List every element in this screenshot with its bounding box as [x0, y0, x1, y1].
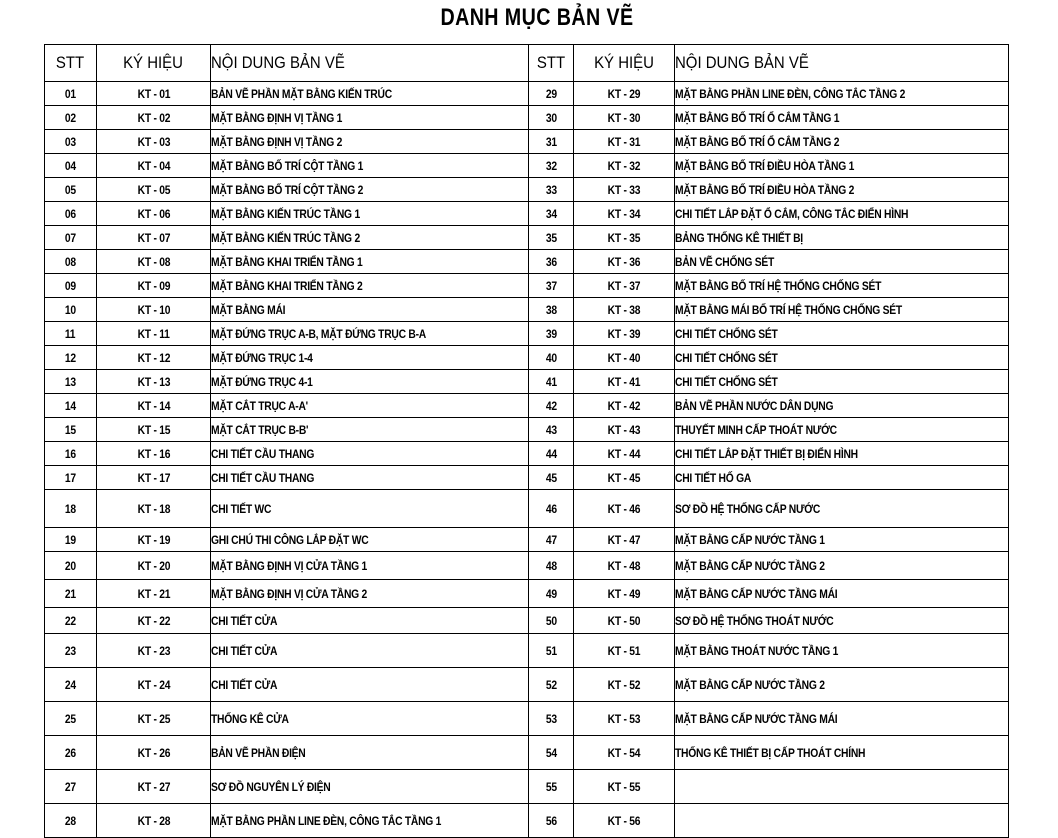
content-cell	[675, 770, 1009, 804]
stt-cell: 32	[529, 154, 574, 178]
code-cell: KT - 52	[574, 668, 675, 702]
content-cell: MẶT BẰNG ĐỊNH VỊ TẦNG 2	[211, 130, 529, 154]
content-cell: CHI TIẾT CỬA	[211, 668, 529, 702]
stt-cell: 29	[529, 82, 574, 106]
code-cell: KT - 48	[574, 552, 675, 580]
table-row	[45, 608, 1009, 634]
content-cell: MẶT BẰNG BỐ TRÍ CỘT TẦNG 2	[211, 178, 529, 202]
code-cell: KT - 40	[574, 346, 675, 370]
code-cell: KT - 34	[574, 202, 675, 226]
stt-cell: 56	[529, 804, 574, 838]
content-cell	[675, 804, 1009, 838]
content-cell: MẶT ĐỨNG TRỤC 1-4	[211, 346, 529, 370]
stt-cell: 04	[45, 154, 97, 178]
content-cell: BẢN VẼ PHẦN ĐIỆN	[211, 736, 529, 770]
code-cell: KT - 46	[574, 490, 675, 528]
code-cell: KT - 24	[97, 668, 211, 702]
table-row	[45, 634, 1009, 668]
code-cell: KT - 49	[574, 580, 675, 608]
content-cell: MẶT BẰNG CẤP NƯỚC TẦNG MÁI	[675, 702, 1009, 736]
stt-cell: 28	[45, 804, 97, 838]
code-cell: KT - 07	[97, 226, 211, 250]
stt-cell: 33	[529, 178, 574, 202]
content-cell: CHI TIẾT HỐ GA	[675, 466, 1009, 490]
content-cell: MẶT BẰNG PHẦN LINE ĐÈN, CÔNG TẮC TẦNG 2	[675, 82, 1009, 106]
stt-cell: 17	[45, 466, 97, 490]
stt-cell: 08	[45, 250, 97, 274]
content-cell: CHI TIẾT WC	[211, 490, 529, 528]
code-cell: KT - 54	[574, 736, 675, 770]
table-row	[45, 370, 1009, 394]
content-cell: MẶT BẰNG BỐ TRÍ HỆ THỐNG CHỐNG SÉT	[675, 274, 1009, 298]
header-code-left: KÝ HIỆU	[97, 45, 211, 82]
content-cell: MẶT CẮT TRỤC B-B'	[211, 418, 529, 442]
table-row	[45, 490, 1009, 528]
content-cell: MẶT ĐỨNG TRỤC A-B, MẶT ĐỨNG TRỤC B-A	[211, 322, 529, 346]
content-cell: CHI TIẾT CỬA	[211, 634, 529, 668]
stt-cell: 20	[45, 552, 97, 580]
stt-cell: 38	[529, 298, 574, 322]
code-cell: KT - 51	[574, 634, 675, 668]
code-cell: KT - 16	[97, 442, 211, 466]
content-cell: CHI TIẾT LẮP ĐẶT THIẾT BỊ ĐIỂN HÌNH	[675, 442, 1009, 466]
stt-cell: 43	[529, 418, 574, 442]
content-cell: MẶT BẰNG CẤP NƯỚC TẦNG 1	[675, 528, 1009, 552]
content-cell: MẶT BẰNG BỐ TRÍ Ổ CẮM TẦNG 2	[675, 130, 1009, 154]
content-cell: THỐNG KÊ CỬA	[211, 702, 529, 736]
code-cell: KT - 13	[97, 370, 211, 394]
code-cell: KT - 19	[97, 528, 211, 552]
code-cell: KT - 55	[574, 770, 675, 804]
code-cell: KT - 33	[574, 178, 675, 202]
table-row	[45, 346, 1009, 370]
code-cell: KT - 08	[97, 250, 211, 274]
table-row	[45, 250, 1009, 274]
content-cell: MẶT BẰNG CẤP NƯỚC TẦNG 2	[675, 668, 1009, 702]
content-cell: MẶT BẰNG ĐỊNH VỊ TẦNG 1	[211, 106, 529, 130]
stt-cell: 40	[529, 346, 574, 370]
content-cell: BẢNG THỐNG KÊ THIẾT BỊ	[675, 226, 1009, 250]
content-cell: MẶT BẰNG ĐỊNH VỊ CỬA TẦNG 2	[211, 580, 529, 608]
code-cell: KT - 39	[574, 322, 675, 346]
stt-cell: 16	[45, 442, 97, 466]
code-cell: KT - 09	[97, 274, 211, 298]
stt-cell: 14	[45, 394, 97, 418]
stt-cell: 15	[45, 418, 97, 442]
table-row	[45, 804, 1009, 838]
table-row	[45, 394, 1009, 418]
code-cell: KT - 42	[574, 394, 675, 418]
content-cell: CHI TIẾT CẦU THANG	[211, 466, 529, 490]
content-cell: SƠ ĐỒ HỆ THỐNG THOÁT NƯỚC	[675, 608, 1009, 634]
table-row	[45, 466, 1009, 490]
header-row	[45, 45, 1009, 82]
code-cell: KT - 47	[574, 528, 675, 552]
content-cell: CHI TIẾT CẦU THANG	[211, 442, 529, 466]
stt-cell: 23	[45, 634, 97, 668]
code-cell: KT - 22	[97, 608, 211, 634]
drawing-list-table	[44, 44, 1009, 838]
content-cell: MẶT BẰNG CẤP NƯỚC TẦNG MÁI	[675, 580, 1009, 608]
stt-cell: 51	[529, 634, 574, 668]
table-row	[45, 418, 1009, 442]
content-cell: THUYẾT MINH CẤP THOÁT NƯỚC	[675, 418, 1009, 442]
stt-cell: 39	[529, 322, 574, 346]
stt-cell: 48	[529, 552, 574, 580]
code-cell: KT - 23	[97, 634, 211, 668]
code-cell: KT - 21	[97, 580, 211, 608]
stt-cell: 12	[45, 346, 97, 370]
code-cell: KT - 01	[97, 82, 211, 106]
content-cell: MẶT ĐỨNG TRỤC 4-1	[211, 370, 529, 394]
stt-cell: 53	[529, 702, 574, 736]
content-cell: MẶT BẰNG BỐ TRÍ ĐIỀU HÒA TẦNG 1	[675, 154, 1009, 178]
code-cell: KT - 36	[574, 250, 675, 274]
content-cell: MẶT BẰNG PHẦN LINE ĐÈN, CÔNG TẮC TẦNG 1	[211, 804, 529, 838]
table-row	[45, 580, 1009, 608]
stt-cell: 22	[45, 608, 97, 634]
code-cell: KT - 18	[97, 490, 211, 528]
table-body	[45, 82, 1009, 838]
stt-cell: 50	[529, 608, 574, 634]
code-cell: KT - 35	[574, 226, 675, 250]
content-cell: MẶT BẰNG BỐ TRÍ CỘT TẦNG 1	[211, 154, 529, 178]
stt-cell: 42	[529, 394, 574, 418]
code-cell: KT - 31	[574, 130, 675, 154]
code-cell: KT - 29	[574, 82, 675, 106]
header-stt-left: STT	[45, 45, 97, 82]
code-cell: KT - 25	[97, 702, 211, 736]
table-row	[45, 702, 1009, 736]
content-cell: MẶT BẰNG ĐỊNH VỊ CỬA TẦNG 1	[211, 552, 529, 580]
content-cell: SƠ ĐỒ HỆ THỐNG CẤP NƯỚC	[675, 490, 1009, 528]
table-row	[45, 668, 1009, 702]
stt-cell: 27	[45, 770, 97, 804]
code-cell: KT - 26	[97, 736, 211, 770]
stt-cell: 52	[529, 668, 574, 702]
code-cell: KT - 37	[574, 274, 675, 298]
code-cell: KT - 53	[574, 702, 675, 736]
code-cell: KT - 11	[97, 322, 211, 346]
stt-cell: 36	[529, 250, 574, 274]
content-cell: CHI TIẾT CHỐNG SÉT	[675, 370, 1009, 394]
header-stt-right: STT	[529, 45, 574, 82]
code-cell: KT - 20	[97, 552, 211, 580]
stt-cell: 09	[45, 274, 97, 298]
code-cell: KT - 30	[574, 106, 675, 130]
content-cell: CHI TIẾT CHỐNG SÉT	[675, 346, 1009, 370]
code-cell: KT - 17	[97, 466, 211, 490]
content-cell: CHI TIẾT CỬA	[211, 608, 529, 634]
content-cell: MẶT BẰNG BỐ TRÍ ĐIỀU HÒA TẦNG 2	[675, 178, 1009, 202]
table-row	[45, 106, 1009, 130]
document-title: DANH MỤC BẢN VẼ	[440, 4, 634, 31]
table-row	[45, 226, 1009, 250]
stt-cell: 13	[45, 370, 97, 394]
code-cell: KT - 04	[97, 154, 211, 178]
stt-cell: 01	[45, 82, 97, 106]
table-row	[45, 274, 1009, 298]
stt-cell: 10	[45, 298, 97, 322]
code-cell: KT - 38	[574, 298, 675, 322]
stt-cell: 54	[529, 736, 574, 770]
stt-cell: 49	[529, 580, 574, 608]
stt-cell: 44	[529, 442, 574, 466]
code-cell: KT - 10	[97, 298, 211, 322]
stt-cell: 18	[45, 490, 97, 528]
stt-cell: 03	[45, 130, 97, 154]
header-content-right: NỘI DUNG BẢN VẼ	[675, 45, 1009, 82]
stt-cell: 34	[529, 202, 574, 226]
code-cell: KT - 50	[574, 608, 675, 634]
content-cell: MẶT BẰNG THOÁT NƯỚC TẦNG 1	[675, 634, 1009, 668]
code-cell: KT - 45	[574, 466, 675, 490]
stt-cell: 41	[529, 370, 574, 394]
content-cell: MẶT BẰNG KIẾN TRÚC TẦNG 2	[211, 226, 529, 250]
code-cell: KT - 41	[574, 370, 675, 394]
stt-cell: 46	[529, 490, 574, 528]
content-cell: THỐNG KÊ THIẾT BỊ CẤP THOÁT CHÍNH	[675, 736, 1009, 770]
table-row	[45, 298, 1009, 322]
code-cell: KT - 27	[97, 770, 211, 804]
code-cell: KT - 32	[574, 154, 675, 178]
content-cell: GHI CHÚ THI CÔNG LẮP ĐẶT WC	[211, 528, 529, 552]
content-cell: MẶT BẰNG KIẾN TRÚC TẦNG 1	[211, 202, 529, 226]
stt-cell: 55	[529, 770, 574, 804]
code-cell: KT - 15	[97, 418, 211, 442]
table-row	[45, 770, 1009, 804]
code-cell: KT - 14	[97, 394, 211, 418]
code-cell: KT - 56	[574, 804, 675, 838]
code-cell: KT - 06	[97, 202, 211, 226]
stt-cell: 25	[45, 702, 97, 736]
stt-cell: 02	[45, 106, 97, 130]
table-row	[45, 82, 1009, 106]
stt-cell: 21	[45, 580, 97, 608]
table-row	[45, 178, 1009, 202]
table-row	[45, 528, 1009, 552]
content-cell: MẶT BẰNG KHAI TRIỂN TẦNG 2	[211, 274, 529, 298]
content-cell: MẶT BẰNG KHAI TRIỂN TẦNG 1	[211, 250, 529, 274]
header-content-left: NỘI DUNG BẢN VẼ	[211, 45, 529, 82]
content-cell: MẶT BẰNG BỐ TRÍ Ổ CẮM TẦNG 1	[675, 106, 1009, 130]
stt-cell: 26	[45, 736, 97, 770]
stt-cell: 37	[529, 274, 574, 298]
content-cell: MẶT BẰNG MÁI	[211, 298, 529, 322]
stt-cell: 06	[45, 202, 97, 226]
stt-cell: 31	[529, 130, 574, 154]
table-row	[45, 154, 1009, 178]
table-row	[45, 736, 1009, 770]
content-cell: CHI TIẾT CHỐNG SÉT	[675, 322, 1009, 346]
table-row	[45, 322, 1009, 346]
stt-cell: 05	[45, 178, 97, 202]
table-row	[45, 552, 1009, 580]
code-cell: KT - 44	[574, 442, 675, 466]
content-cell: MẶT CẮT TRỤC A-A'	[211, 394, 529, 418]
stt-cell: 35	[529, 226, 574, 250]
stt-cell: 07	[45, 226, 97, 250]
stt-cell: 47	[529, 528, 574, 552]
code-cell: KT - 43	[574, 418, 675, 442]
header-code-right: KÝ HIỆU	[574, 45, 675, 82]
table-row	[45, 202, 1009, 226]
code-cell: KT - 03	[97, 130, 211, 154]
content-cell: BẢN VẼ CHỐNG SÉT	[675, 250, 1009, 274]
table-row	[45, 130, 1009, 154]
stt-cell: 30	[529, 106, 574, 130]
table-row	[45, 442, 1009, 466]
code-cell: KT - 12	[97, 346, 211, 370]
code-cell: KT - 02	[97, 106, 211, 130]
content-cell: BẢN VẼ PHẦN MẶT BẰNG KIẾN TRÚC	[211, 82, 529, 106]
stt-cell: 24	[45, 668, 97, 702]
stt-cell: 11	[45, 322, 97, 346]
code-cell: KT - 28	[97, 804, 211, 838]
content-cell: MẶT BẰNG MÁI BỐ TRÍ HỆ THỐNG CHỐNG SÉT	[675, 298, 1009, 322]
code-cell: KT - 05	[97, 178, 211, 202]
content-cell: SƠ ĐỒ NGUYÊN LÝ ĐIỆN	[211, 770, 529, 804]
content-cell: BẢN VẼ PHẦN NƯỚC DÂN DỤNG	[675, 394, 1009, 418]
content-cell: CHI TIẾT LẮP ĐẶT Ổ CẮM, CÔNG TẮC ĐIỂN HÌNH	[675, 202, 1009, 226]
stt-cell: 19	[45, 528, 97, 552]
content-cell: MẶT BẰNG CẤP NƯỚC TẦNG 2	[675, 552, 1009, 580]
stt-cell: 45	[529, 466, 574, 490]
